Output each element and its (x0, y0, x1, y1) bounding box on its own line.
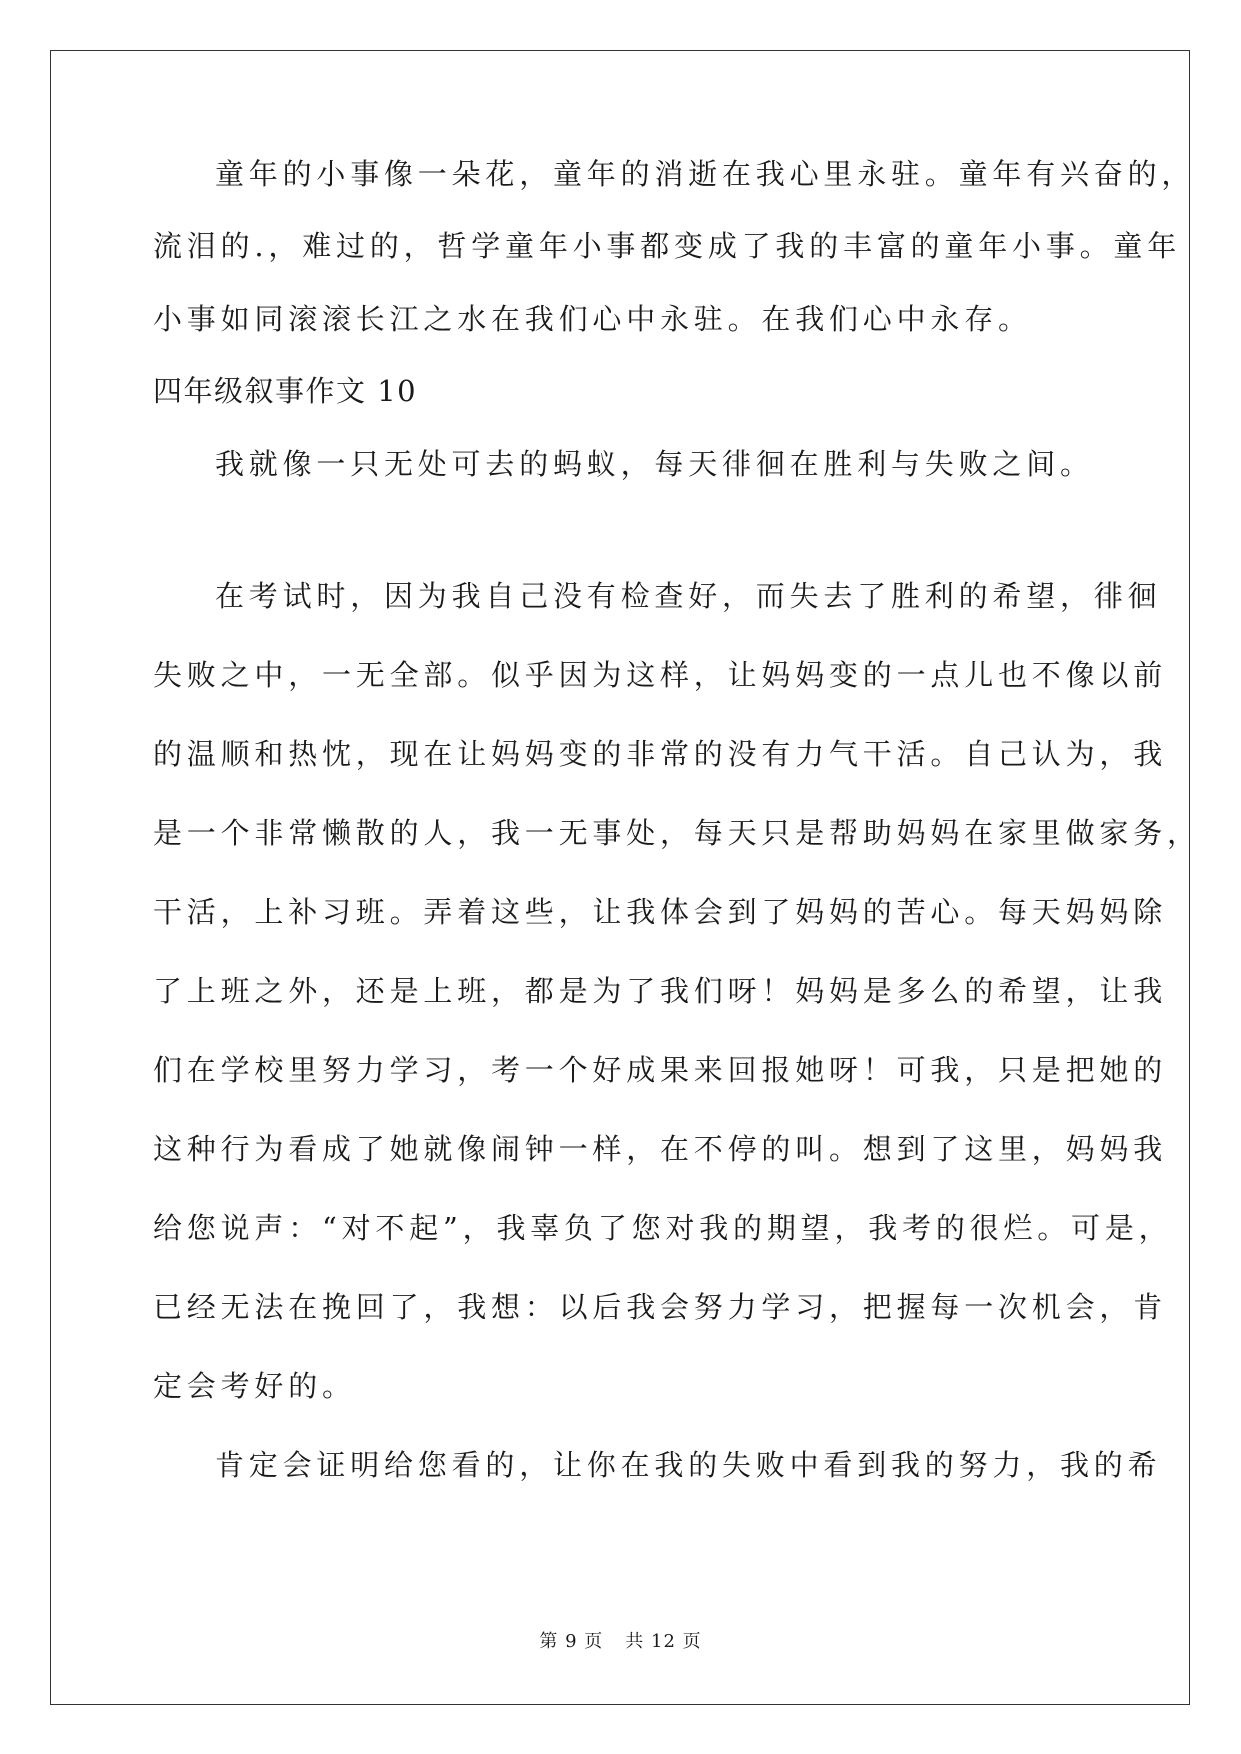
body-line: 肯定会证明给您看的，让你在我的失败中看到我的努力，我的希 (215, 1448, 1162, 1482)
body-line: 流泪的.，难过的，哲学童年小事都变成了我的丰富的童年小事。童年 (153, 229, 1182, 263)
body-line: 在考试时，因为我自己没有检查好，而失去了胜利的希望，徘徊 (215, 579, 1162, 613)
body-line: 是一个非常懒散的人，我一无事处，每天只是帮助妈妈在家里做家务， (153, 816, 1201, 850)
body-line: 已经无法在挽回了，我想：以后我会努力学习，把握每一次机会，肯 (153, 1290, 1168, 1324)
body-line: 们在学校里努力学习，考一个好成果来回报她呀！可我，只是把她的 (153, 1053, 1168, 1087)
body-line: 童年的小事像一朵花，童年的消逝在我心里永驻。童年有兴奋的， (215, 157, 1196, 191)
body-line: 小事如同滚滚长江之水在我们心中永驻。在我们心中永存。 (153, 302, 1032, 336)
body-line: 干活，上补习班。弄着这些，让我体会到了妈妈的苦心。每天妈妈除 (153, 895, 1168, 929)
body-line: 失败之中，一无全部。似乎因为这样，让妈妈变的一点儿也不像以前 (153, 658, 1168, 692)
body-line: 我就像一只无处可去的蚂蚁，每天徘徊在胜利与失败之间。 (215, 447, 1094, 481)
section-heading: 四年级叙事作文 10 (153, 374, 418, 408)
page-number: 第 9 页 (539, 1631, 604, 1652)
body-line: 的温顺和热忱，现在让妈妈变的非常的没有力气干活。自己认为，我 (153, 737, 1168, 771)
body-line: 了上班之外，还是上班，都是为了我们呀！妈妈是多么的希望，让我 (153, 974, 1168, 1008)
page-footer (0, 1627, 1241, 1653)
body-line: 定会考好的。 (153, 1369, 356, 1403)
body-line: 这种行为看成了她就像闹钟一样，在不停的叫。想到了这里，妈妈我 (153, 1132, 1168, 1166)
page-total: 共 12 页 (625, 1631, 702, 1652)
body-line: 给您说声：“对不起”，我辜负了您对我的期望，我考的很烂。可是， (153, 1211, 1173, 1245)
